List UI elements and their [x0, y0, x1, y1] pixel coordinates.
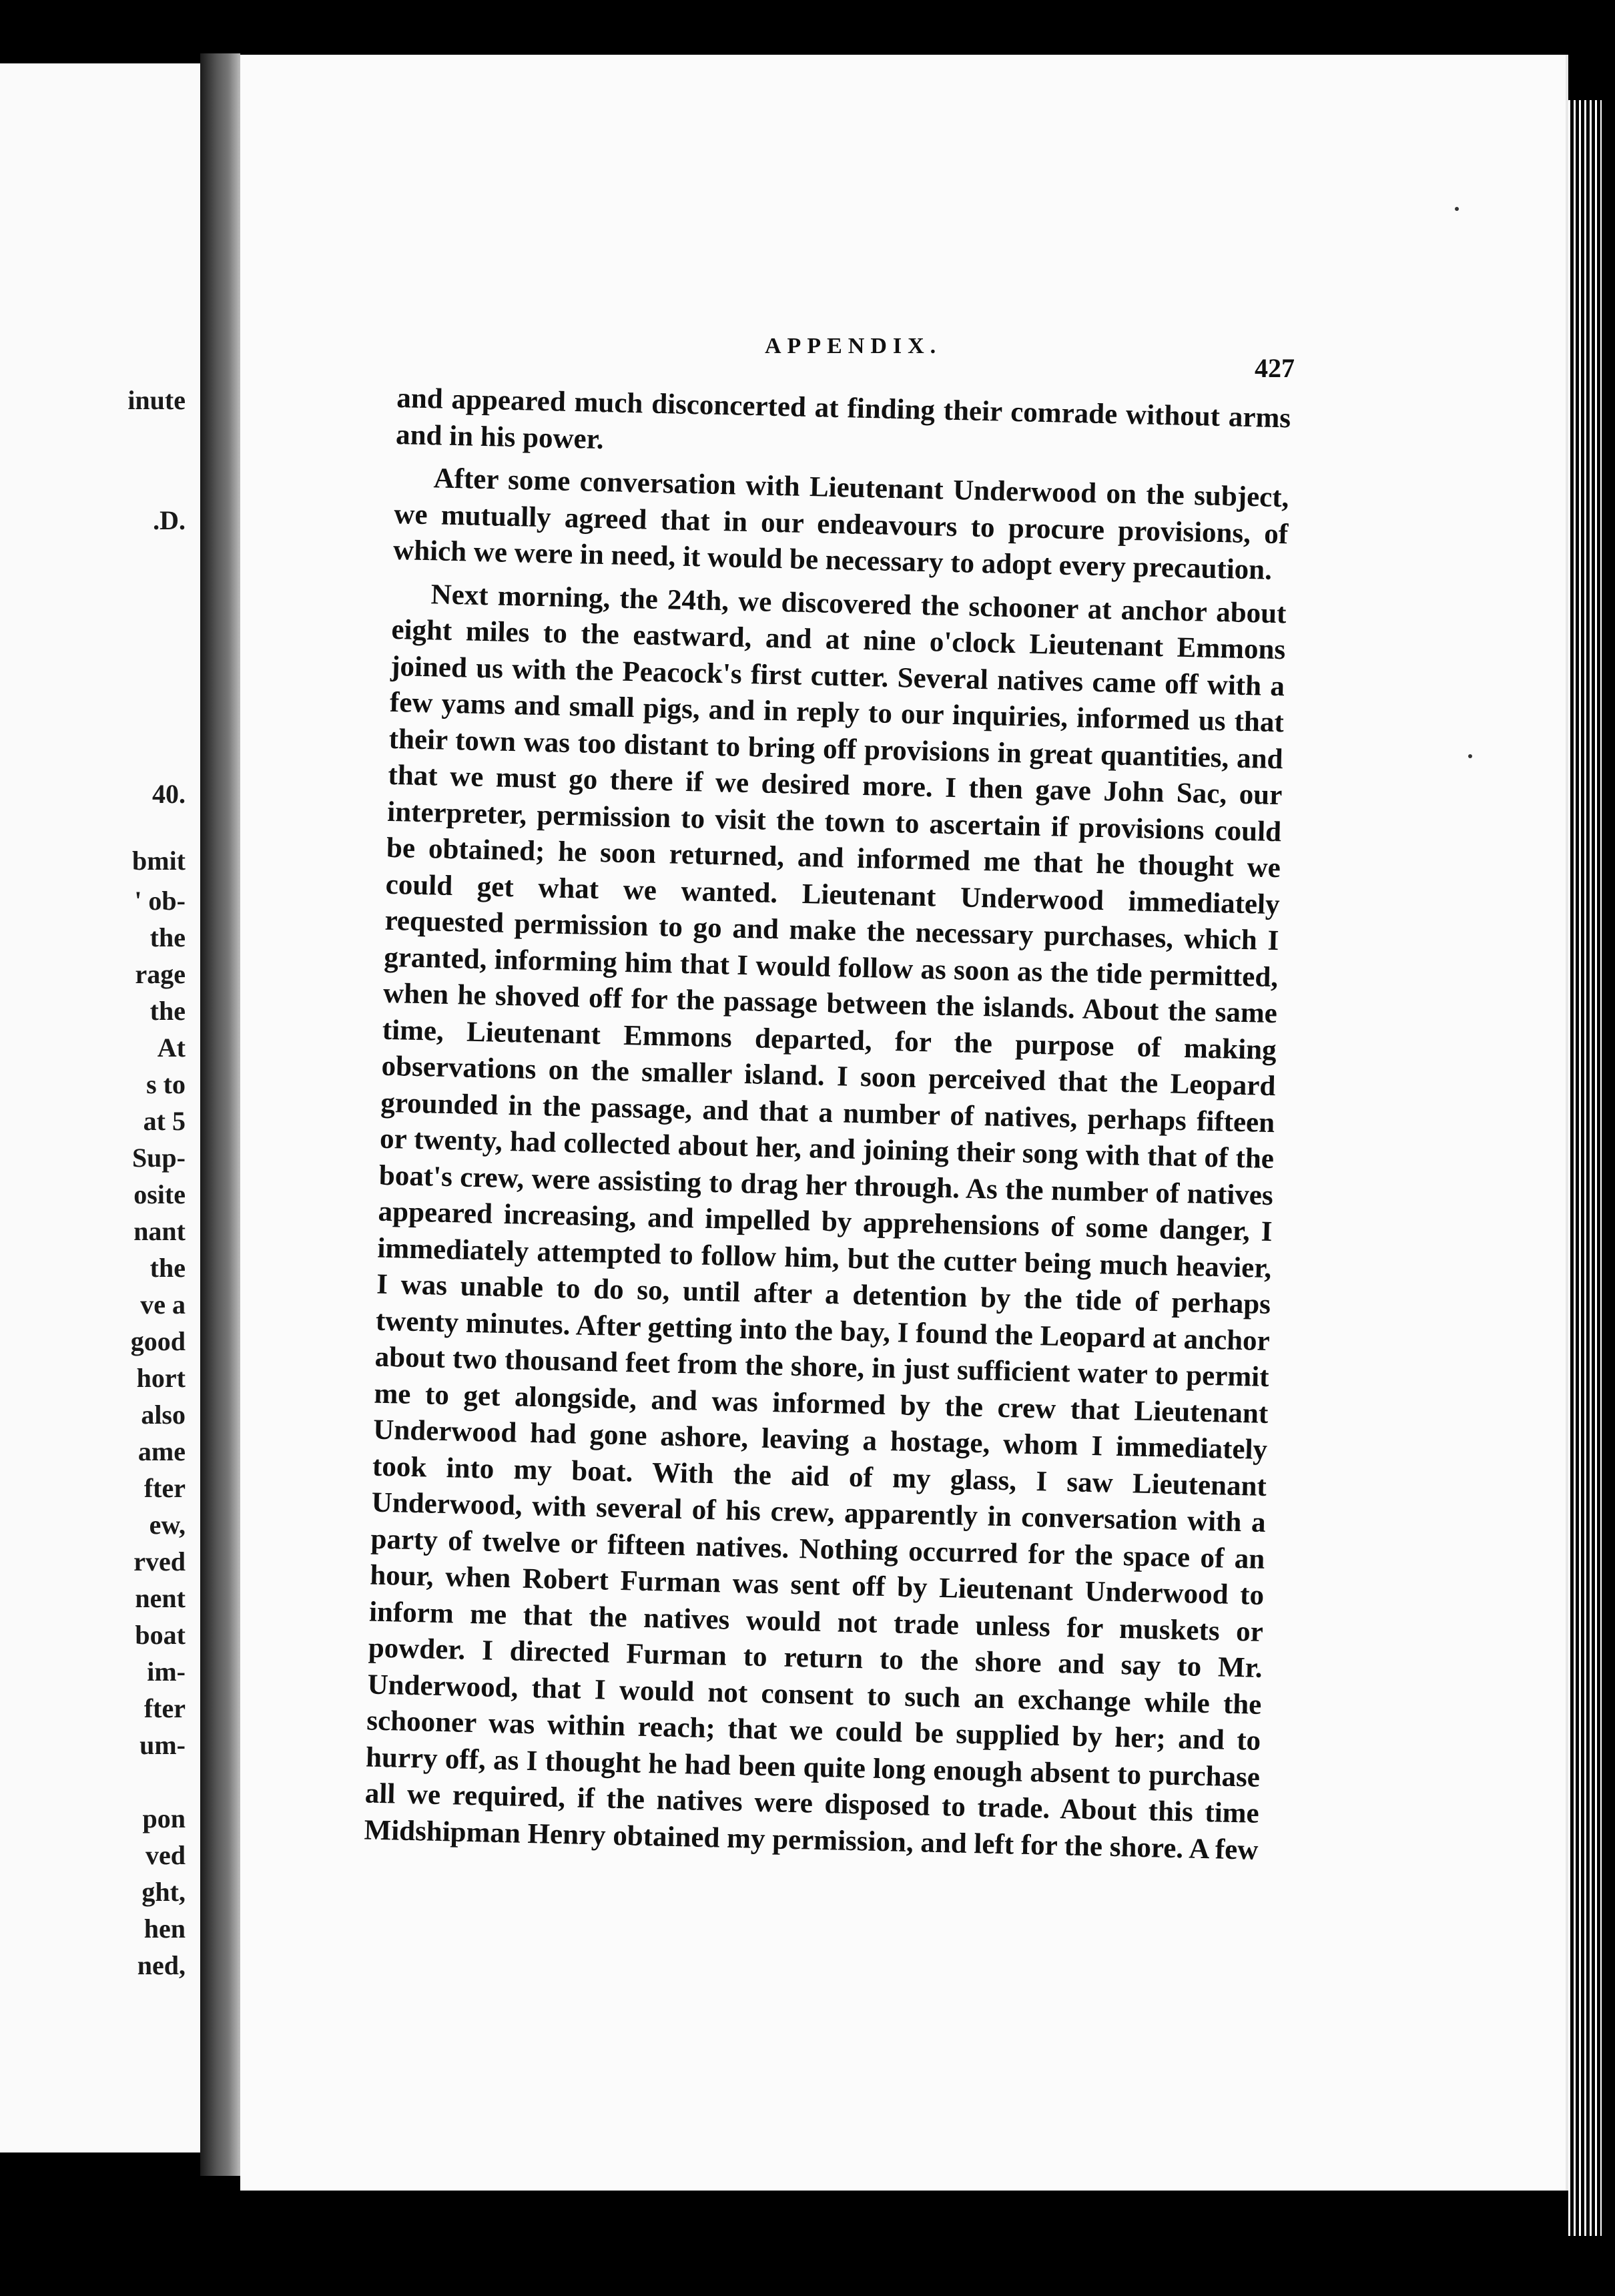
left-page-fragment: ' ob-: [134, 886, 186, 916]
left-page-fragment: also: [141, 1400, 186, 1430]
left-page-fragment: fter: [143, 1693, 186, 1723]
facing-page-left: [0, 63, 204, 2152]
page-edge-stack: [1568, 100, 1602, 2236]
left-page-fragment: boat: [135, 1620, 186, 1650]
left-page-fragment: im-: [147, 1657, 186, 1687]
left-page-fragment: At: [157, 1033, 186, 1063]
left-page-fragment: um-: [139, 1730, 186, 1760]
left-page-fragment: the: [149, 1253, 186, 1283]
left-page-fragment: ame: [137, 1436, 186, 1466]
scan-speck: [1455, 207, 1459, 211]
left-page-fragment: nant: [133, 1216, 186, 1246]
left-page-fragment: rage: [135, 959, 186, 989]
page-number: 427: [1255, 353, 1295, 383]
left-page-fragment: ght,: [141, 1877, 186, 1907]
left-page-fragment: ve a: [140, 1289, 186, 1320]
body-text: [364, 380, 1291, 1869]
left-page-fragment: ew,: [149, 1510, 186, 1540]
left-page-fragment: s to: [146, 1069, 186, 1099]
left-page-fragment: Sup-: [131, 1143, 186, 1173]
left-page-fragment: at 5: [143, 1106, 186, 1136]
left-page-fragment: .D.: [153, 505, 186, 535]
running-title: APPENDIX.: [765, 334, 942, 358]
scan-speck: [1468, 754, 1472, 758]
left-page-fragment: the: [149, 996, 186, 1026]
left-page-fragment: ved: [145, 1840, 186, 1870]
paragraph-3: Next morning, the 24th, we discovered the schooner at anchor about eight miles to the eastward, and at nine o'clock Lieutenant Emmons joined us with the Peacock's first cutter. Several natives came off with a few yams and small pigs, and in reply to our inquiries, informed us that their town was too distant to bring off provisions in great quantities, and that we must go there if we desired more. I then gave John Sac, our interpreter, permission to visit the town to ascertain if provisions could be obtained; he soon returned, and informed me that he thought we could get what we wanted. Lieutenant Underwood immediately requested permission to go and make the necessary purchases, which I granted, informing him that I would follow as soon as the tide permitted, when he shoved off for the passage between the islands. About the same time, Lieutenant Emmons departed, for the purpose of making observations on the smaller island. I soon perceived that the Leopard grounded in the passage, and that a number of natives, perhaps fifteen or twenty, had collected about her, and joining their song with that of the boat's crew, were assisting to drag her through. As the number of natives appeared increasing, and impelled by apprehensions of some danger, I immediately attempted to follow him, but the cutter being much heavier, I was unable to do so, until after a detention by the tide of perhaps twenty minutes. After getting into the bay, I found the Leopard at anchor about two thousand feet from the shore, in just sufficient water to permit me to get alongside, and was informed by the crew that Lieutenant Underwood had gone ashore, leaving a hostage, whom I immediately took into my boat. With the aid of my glass, I saw Lieutenant Underwood, with several of his crew, apparently in conversation with a party of twelve or fifteen natives. Nothing occurred for the space of an hour, when Robert Furman was sent off by Lieutenant Underwood to inform me that the natives would not trade unless for muskets or powder. I directed Furman to return to the shore and say to Mr. Underwood, that I would not consent to such an exchange while the schooner was within reach; that we could be supplied by her; and to hurry off, as I thought he had been quite long enough absent to purchase all we required, if the natives were disposed to trade. About this time Midshipman Henry obtained my permission, and left for the shore. A few: [364, 578, 1287, 1866]
left-page-fragment: hen: [143, 1914, 186, 1944]
paragraph-1: and appeared much disconcerted at finding their comrade without arms and in his power.: [395, 382, 1291, 455]
left-page-fragment: osite: [133, 1179, 186, 1209]
left-page-fragment: the: [149, 922, 186, 952]
left-page-fragment: bmit: [132, 846, 186, 876]
left-page-fragment: fter: [143, 1473, 186, 1503]
left-page-fragment: good: [130, 1326, 186, 1356]
book-gutter-shadow: [200, 53, 240, 2176]
left-page-fragment: nent: [135, 1583, 186, 1613]
left-page-fragment: rved: [133, 1546, 186, 1576]
left-page-fragment: 40.: [152, 779, 186, 809]
left-page-fragment: hort: [136, 1363, 186, 1393]
left-page-fragment: pon: [142, 1803, 186, 1833]
left-page-fragment: inute: [127, 385, 186, 415]
left-page-fragment: ned,: [137, 1950, 186, 1980]
paragraph-2: After some conversation with Lieutenant Underwood on the subject, we mutually agreed that in our endeavours to procure provisions, of which we were in need, it would be necessary to adopt every precaution.: [392, 463, 1289, 586]
